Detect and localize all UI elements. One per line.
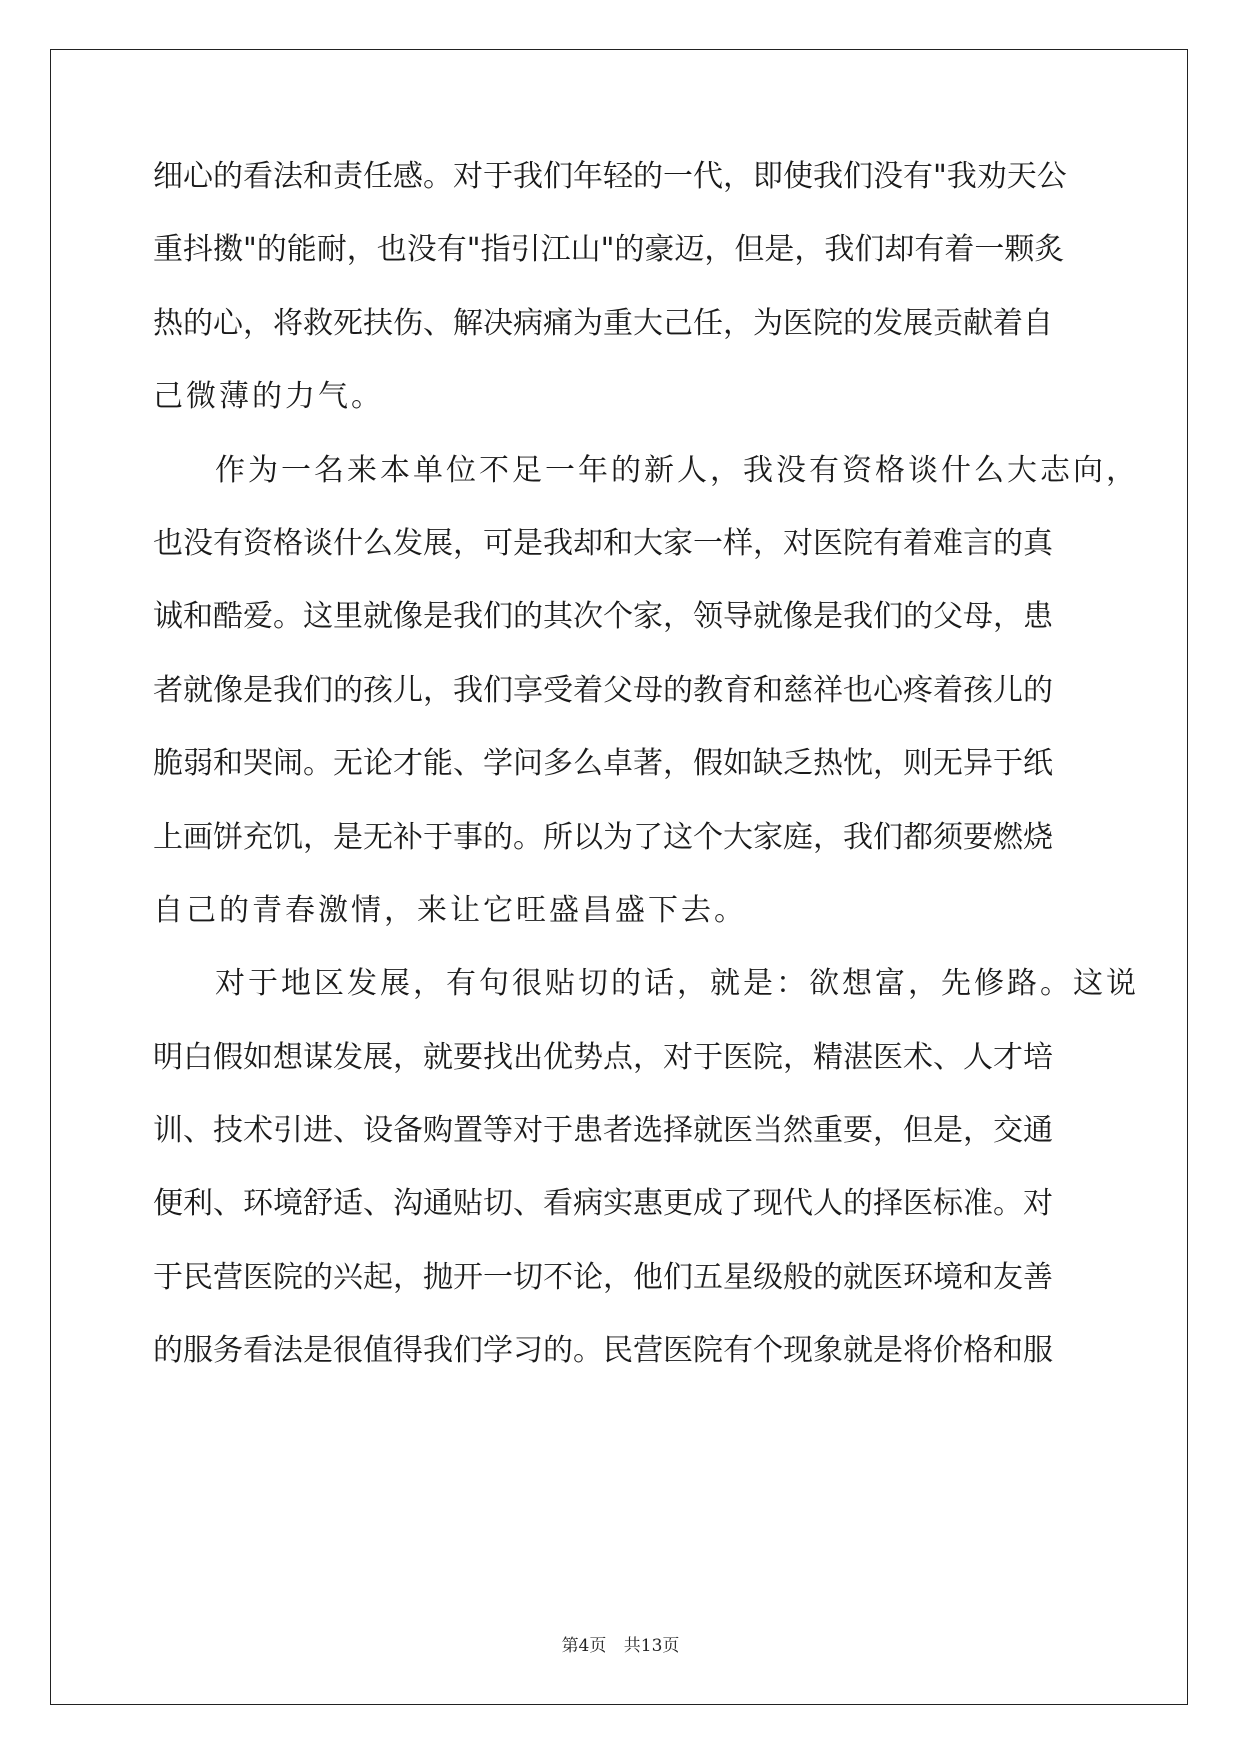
text-line: 热的心，将救死扶伤、解决病痛为重大己任，为医院的发展贡献着自 (153, 305, 1053, 341)
text-line: 脆弱和哭闹。无论才能、学问多么卓著，假如缺乏热忱，则无异于纸 (153, 746, 1053, 782)
paragraph-first-line: 对于地区发展，有句很贴切的话，就是：欲想富，先修路。这说 (215, 966, 1139, 1002)
paragraph-first-line: 作为一名来本单位不足一年的新人，我没有资格谈什么大志向， (215, 452, 1139, 488)
text-line: 重抖擞"的能耐，也没有"指引江山"的豪迈，但是，我们却有着一颗炙 (153, 232, 1065, 268)
text-line: 也没有资格谈什么发展，可是我却和大家一样，对医院有着难言的真 (153, 525, 1053, 561)
text-line: 者就像是我们的孩儿，我们享受着父母的教育和慈祥也心疼着孩儿的 (153, 672, 1053, 708)
text-line: 的服务看法是很值得我们学习的。民营医院有个现象就是将价格和服 (153, 1333, 1053, 1369)
page-footer (0, 1631, 1241, 1656)
text-line: 上画饼充饥，是无补于事的。所以为了这个大家庭，我们都须要燃烧 (153, 819, 1053, 855)
text-line: 细心的看法和责任感。对于我们年轻的一代，即使我们没有"我劝天公 (153, 159, 1067, 194)
page-number: 第4页 (561, 1636, 607, 1656)
text-line: 诚和酷爱。这里就像是我们的其次个家，领导就像是我们的父母，患 (153, 599, 1053, 635)
text-line: 自己的青春激情，来让它旺盛昌盛下去。 (153, 892, 747, 928)
text-line: 明白假如想谋发展，就要找出优势点，对于医院，精湛医术、人才培 (153, 1039, 1053, 1075)
text-line: 训、技术引进、设备购置等对于患者选择就医当然重要，但是，交通 (153, 1113, 1053, 1149)
document-body (153, 159, 1139, 1410)
text-line: 己微薄的力气。 (153, 379, 384, 415)
text-line: 便利、环境舒适、沟通贴切、看病实惠更成了现代人的择医标准。对 (153, 1186, 1053, 1222)
text-line: 于民营医院的兴起，抛开一切不论，他们五星级般的就医环境和友善 (153, 1259, 1053, 1295)
page-total: 共13页 (623, 1636, 680, 1656)
